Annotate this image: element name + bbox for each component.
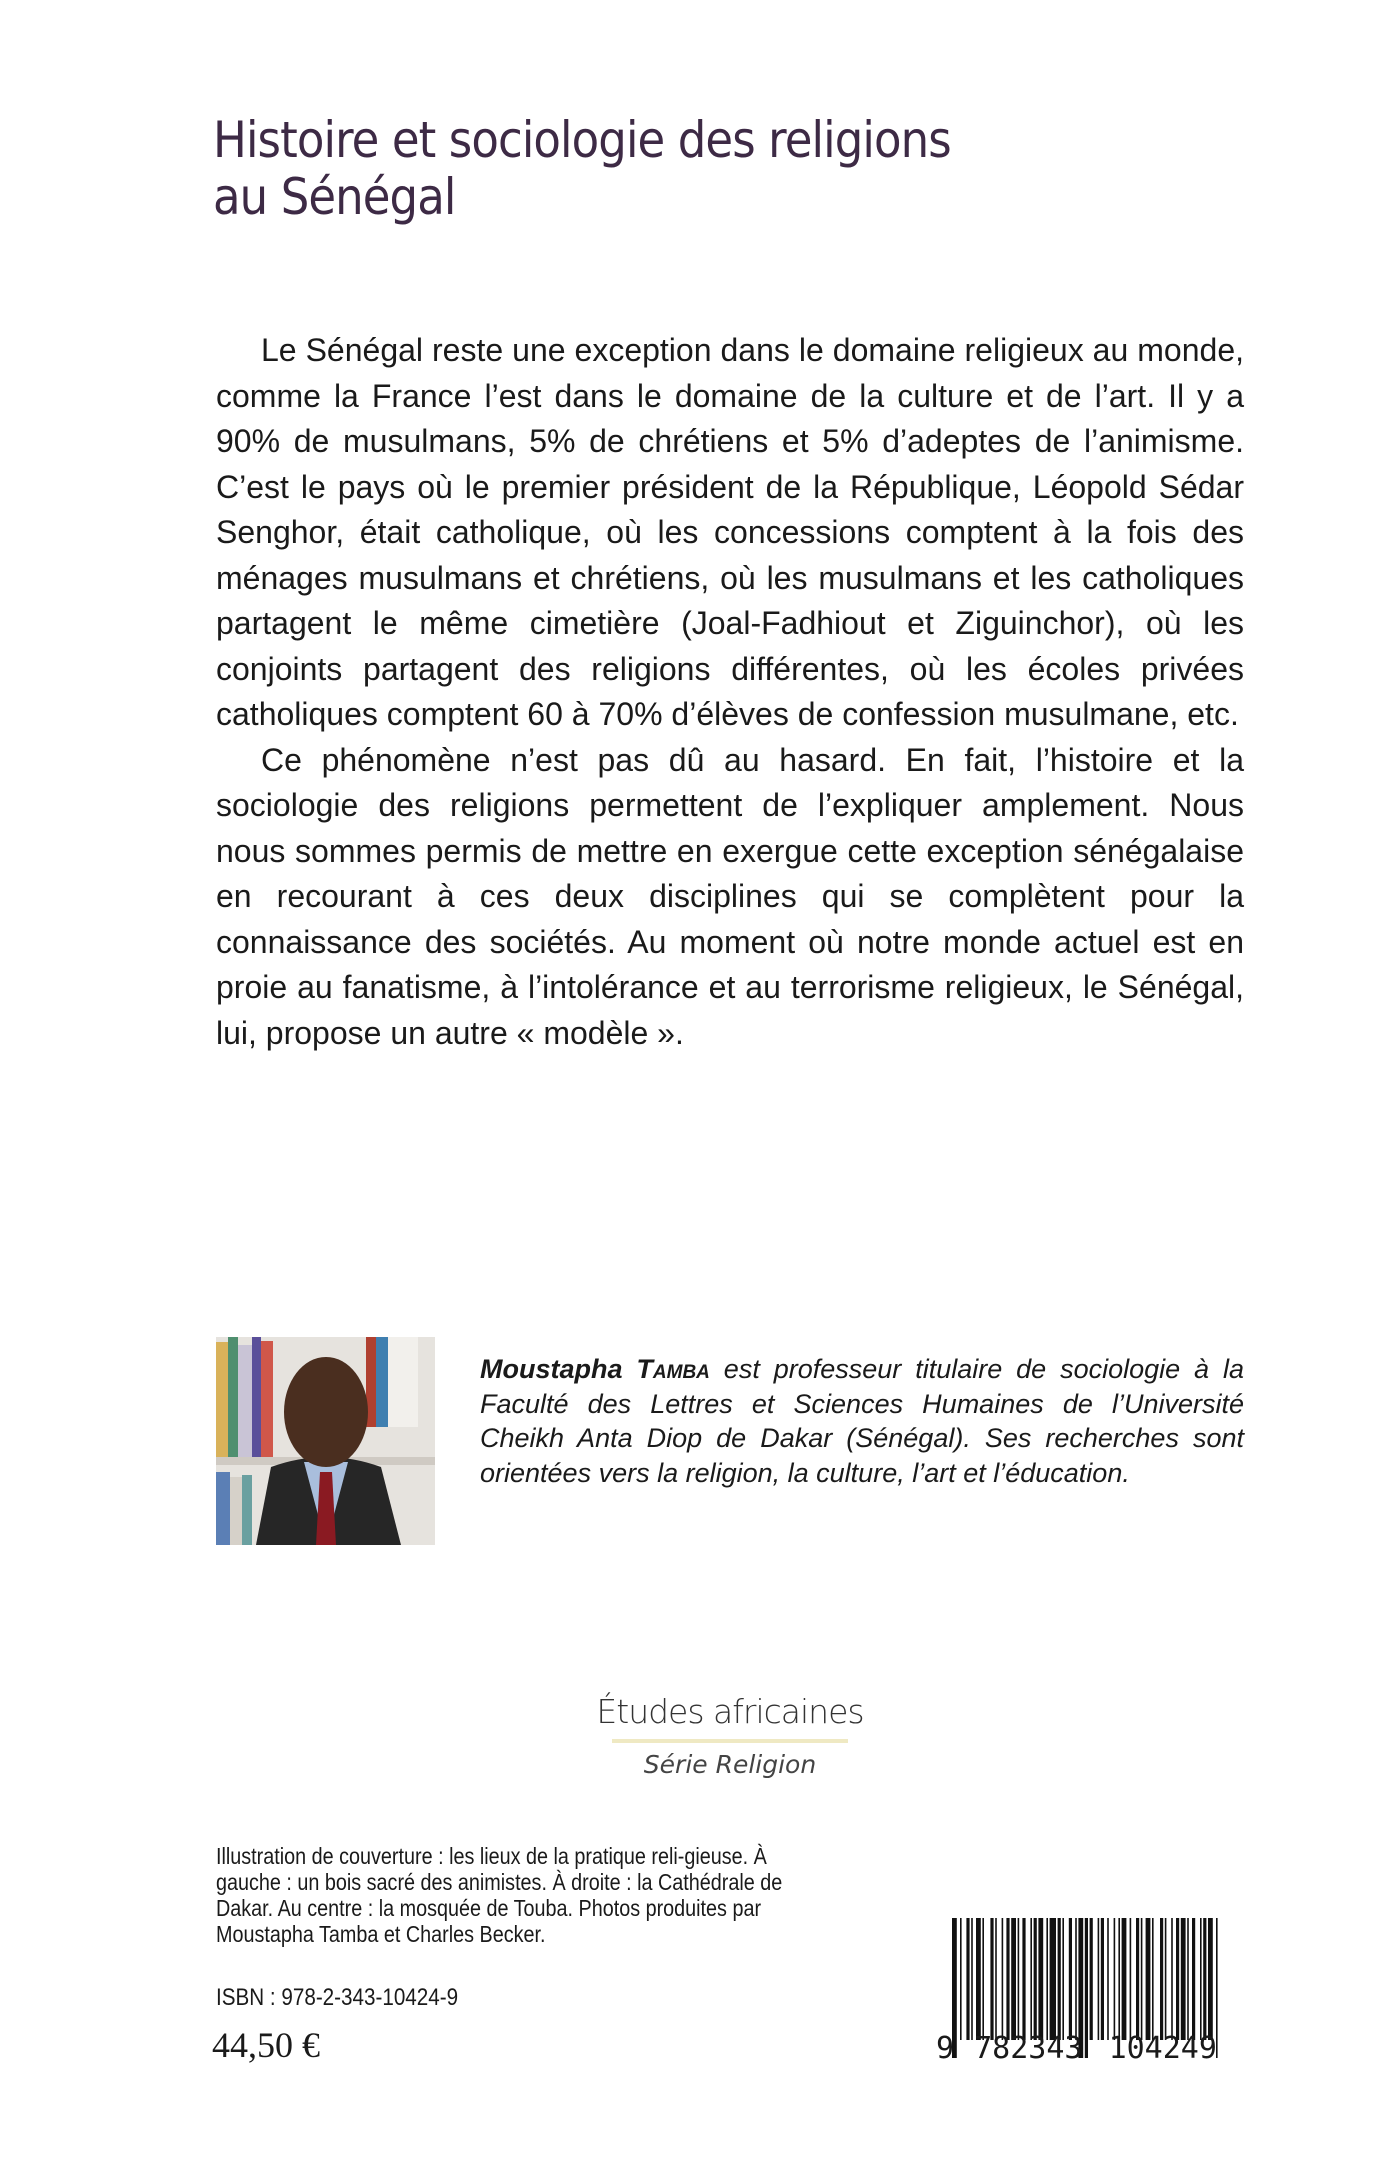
barcode-bar xyxy=(1165,1918,1167,2040)
barcode-bar xyxy=(1050,1918,1056,2040)
barcode-bar xyxy=(990,1918,993,2040)
barcode-bar xyxy=(1141,1918,1143,2040)
barcode-bar xyxy=(1058,1918,1061,2040)
barcode-bar xyxy=(1136,1918,1139,2040)
barcode-bar xyxy=(1090,1918,1093,2040)
barcode-bar xyxy=(1018,1918,1020,2040)
barcode-bar xyxy=(1176,1918,1179,2040)
barcode-bar xyxy=(1152,1918,1154,2040)
barcode-bar xyxy=(1107,1918,1109,2040)
barcode-bar xyxy=(1208,1918,1213,2040)
author-last-name: Tamba xyxy=(636,1354,710,1384)
barcode-bar xyxy=(1098,1918,1100,2040)
summary xyxy=(216,328,1244,1056)
barcode-bar xyxy=(1160,1918,1163,2040)
summary-paragraph-1: Le Sénégal reste une exception dans le domaine religieux au monde, comme la France l’est dans le domaine de la culture et de l’art. Il y a 90% de musulmans, 5% de chrétiens et 5% d’adeptes de l’animisme. C’est le pays où le premier président de la République, Léopold Sédar Senghor, était catholique, où les concessions comptent à la fois des ménages musulmans et chrétiens, où les musulmans et les catholiques partagent le même cimetière (Joal-Fadhiout et Ziguinchor), où les conjoints partagent des religions différentes, où les écoles privées catholiques comptent 60 à 70% d’élèves de confession musulmane, etc. xyxy=(216,332,1244,732)
barcode-bar xyxy=(1192,1918,1195,2040)
barcode-bar xyxy=(1034,1918,1037,2040)
barcode-bar xyxy=(1187,1918,1189,2040)
barcode-bar xyxy=(1130,1918,1132,2040)
barcode-digit-first: 9 xyxy=(936,2031,955,2066)
barcode-bar xyxy=(1038,1918,1043,2040)
barcode-bar xyxy=(1075,1918,1077,2040)
author-photo xyxy=(216,1337,435,1545)
barcode-bar xyxy=(1002,1918,1004,2040)
isbn: ISBN : 978-2-343-10424-9 xyxy=(216,1984,459,2011)
collection-name: Études africaines xyxy=(596,1692,864,1731)
author-bio-text: est professeur titulaire de sociologie à la Faculté des Lettres et Sciences Humaines de l’Université Cheikh Anta Diop de Dakar (Sénégal). Ses recherches sont orientées vers la religion, la culture, l’art et l’éducation. xyxy=(480,1354,1244,1488)
collection-series: Série Religion xyxy=(643,1750,817,1779)
barcode-bar xyxy=(966,1918,969,2040)
barcode-bar xyxy=(1122,1918,1127,2040)
barcode-bar xyxy=(1146,1918,1151,2040)
barcode-bar xyxy=(1022,1918,1025,2040)
barcode-bar xyxy=(1181,1918,1186,2040)
barcode xyxy=(936,1918,1220,2068)
barcode-bar xyxy=(1101,1918,1104,2040)
barcode-bar xyxy=(1171,1918,1173,2040)
author-first-name: Moustapha xyxy=(480,1354,623,1384)
book-title-line-1: Histoire et sociologie des religions xyxy=(213,111,951,169)
barcode-bar xyxy=(1011,1918,1016,2040)
barcode-digits-right: 104249 xyxy=(1108,2031,1217,2066)
barcode-bar xyxy=(1203,1918,1206,2040)
barcode-bar xyxy=(971,1918,973,2040)
barcode-bar xyxy=(1114,1918,1116,2040)
barcode-bar xyxy=(1006,1918,1009,2040)
collection-divider xyxy=(612,1739,848,1743)
barcode-bar xyxy=(960,1918,962,2040)
barcode-bar xyxy=(1062,1918,1064,2040)
barcode-digits-left: 782343 xyxy=(974,2031,1083,2066)
book-title-line-2: au Sénégal xyxy=(213,168,456,226)
barcode-bar xyxy=(995,1918,997,2040)
cover-credit: Illustration de couverture : les lieux de la pratique reli-gieuse. À gauche : un bois sacré des animistes. À droite : la Cathédrale de Dakar. Au centre : la mosquée de Touba. Photos produites par Moustapha Tamba et Charles Becker. xyxy=(216,1843,783,1947)
barcode-bar xyxy=(1069,1918,1072,2040)
barcode-bar xyxy=(1046,1918,1048,2040)
barcode-bar xyxy=(976,1918,981,2040)
summary-paragraph-2: Ce phénomène n’est pas dû au hasard. En fait, l’histoire et la sociologie des religions permettent de l’expliquer amplement. Nous nous sommes permis de mettre en exergue cette exception sénégalaise en recourant à ces deux disciplines qui se complètent pour la connaissance des sociétés. Au moment où notre monde actuel est en proie au fanatisme, à l’intolérance et au terrorisme religieux, le Sénégal, lui, propose un autre « modèle ». xyxy=(216,741,1244,1051)
barcode-bar xyxy=(1118,1918,1120,2040)
book-title xyxy=(213,112,1203,226)
barcode-bar xyxy=(982,1918,984,2040)
price: 44,50 € xyxy=(212,2025,320,2065)
barcode-bar xyxy=(1030,1918,1032,2040)
barcode-bar xyxy=(1200,1918,1202,2040)
author-bio xyxy=(480,1352,1244,1490)
